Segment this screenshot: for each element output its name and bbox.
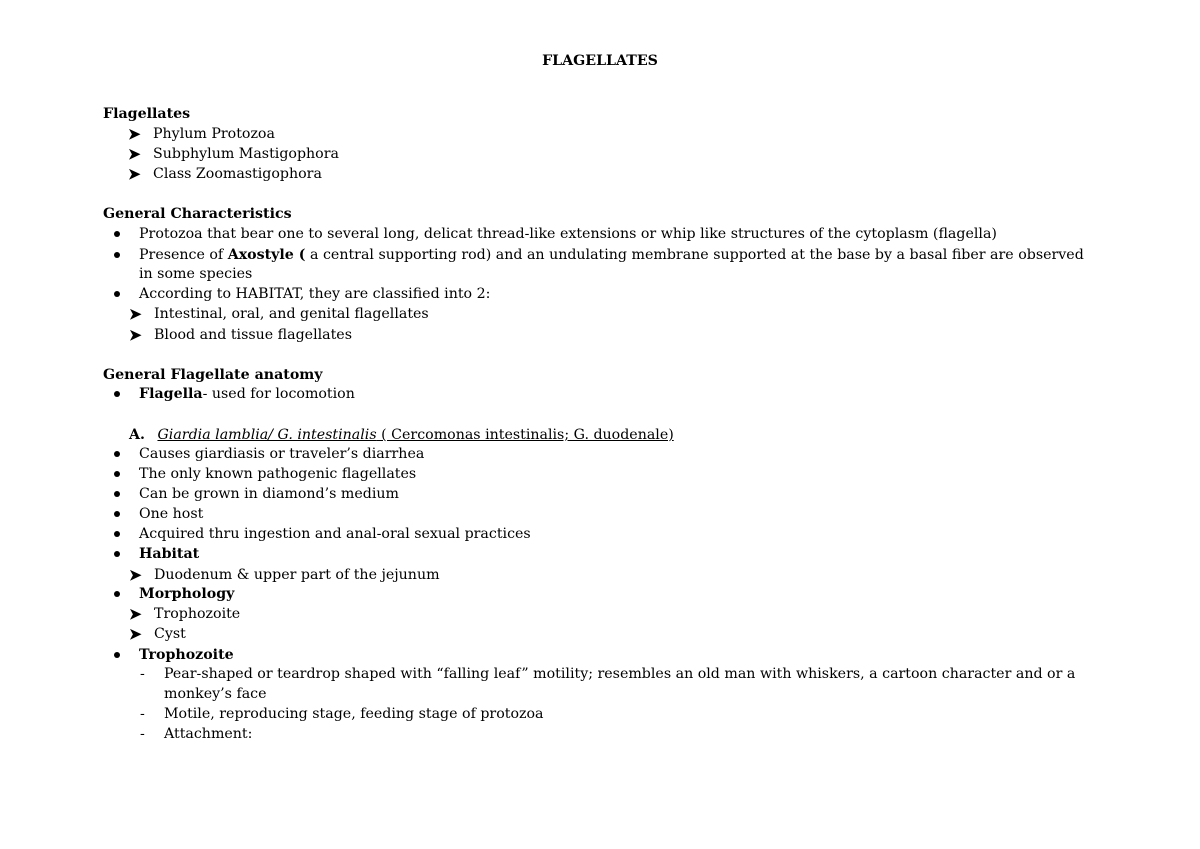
list-item-habitat: Habitat: [139, 544, 199, 564]
sub-list-item: ➤ Intestinal, oral, and genital flagellates: [129, 305, 429, 323]
list-item: ➤ Subphylum Mastigophora: [128, 145, 339, 163]
subsection-heading-giardia: A. Giardia lamblia/ G. intestinalis ( Cercomonas intestinalis; G. duodenale): [129, 427, 674, 443]
bullet-dot-icon: [114, 652, 120, 658]
arrow-bullet-icon: ➤: [128, 125, 141, 143]
list-item: Protozoa that bear one to several long, delicat thread-like extensions or whip like structures of the cytoplasm (flagella): [139, 224, 997, 244]
sub-list-item: ➤ Cyst: [129, 625, 186, 643]
dash-bullet-icon: -: [140, 706, 145, 722]
dash-bullet-icon: -: [140, 666, 145, 682]
arrow-bullet-icon: ➤: [129, 326, 142, 344]
bullet-dot-icon: [114, 551, 120, 557]
arrow-bullet-icon: ➤: [128, 165, 141, 183]
list-item: Presence of Axostyle ( a central supporting rod) and an undulating membrane supported at the base by a basal fiber are observed: [139, 245, 1084, 265]
list-item: The only known pathogenic flagellates: [139, 464, 416, 484]
arrow-bullet-icon: ➤: [129, 605, 142, 623]
bullet-dot-icon: [114, 471, 120, 477]
list-item: Causes giardiasis or traveler’s diarrhea: [139, 444, 424, 464]
list-item: According to HABITAT, they are classified into 2:: [139, 284, 490, 304]
bullet-dot-icon: [114, 491, 120, 497]
bullet-dot-icon: [114, 511, 120, 517]
arrow-bullet-icon: ➤: [129, 625, 142, 643]
sub-list-item: ➤ Duodenum & upper part of the jejunum: [129, 566, 440, 584]
list-item: Flagella- used for locomotion: [139, 384, 355, 404]
bullet-dot-icon: [114, 591, 120, 597]
list-item-morphology: Morphology: [139, 584, 234, 604]
bullet-dot-icon: [114, 252, 120, 258]
list-item-continuation: in some species: [139, 266, 253, 282]
list-item: ➤ Class Zoomastigophora: [128, 165, 322, 183]
dash-list-item: - Pear-shaped or teardrop shaped with “falling leaf” motility; resembles an old man with whiskers, a cartoon character and or a: [140, 666, 1076, 682]
bullet-dot-icon: [114, 451, 120, 457]
arrow-bullet-icon: ➤: [129, 305, 142, 323]
list-item: ➤ Phylum Protozoa: [128, 125, 275, 143]
arrow-bullet-icon: ➤: [128, 145, 141, 163]
dash-list-item: - Attachment:: [140, 726, 253, 742]
list-item: One host: [139, 504, 203, 524]
list-item-trophozoite: Trophozoite: [139, 645, 234, 665]
section-heading-flagellates: Flagellates: [103, 106, 191, 122]
bullet-dot-icon: [114, 231, 120, 237]
dash-bullet-icon: -: [140, 726, 145, 742]
sub-list-item: ➤ Trophozoite: [129, 605, 241, 623]
arrow-bullet-icon: ➤: [129, 566, 142, 584]
dash-list-item-continuation: monkey’s face: [164, 686, 267, 702]
list-item: Can be grown in diamond’s medium: [139, 484, 399, 504]
sub-list-item: ➤ Blood and tissue flagellates: [129, 326, 352, 344]
section-heading-general-characteristics: General Characteristics: [103, 206, 292, 222]
bullet-dot-icon: [114, 291, 120, 297]
list-item: Acquired thru ingestion and anal-oral sexual practices: [139, 524, 531, 544]
section-heading-anatomy: General Flagellate anatomy: [103, 367, 323, 383]
dash-list-item: - Motile, reproducing stage, feeding stage of protozoa: [140, 706, 544, 722]
bullet-dot-icon: [114, 531, 120, 537]
page-title: FLAGELLATES: [542, 53, 658, 69]
bullet-dot-icon: [114, 391, 120, 397]
